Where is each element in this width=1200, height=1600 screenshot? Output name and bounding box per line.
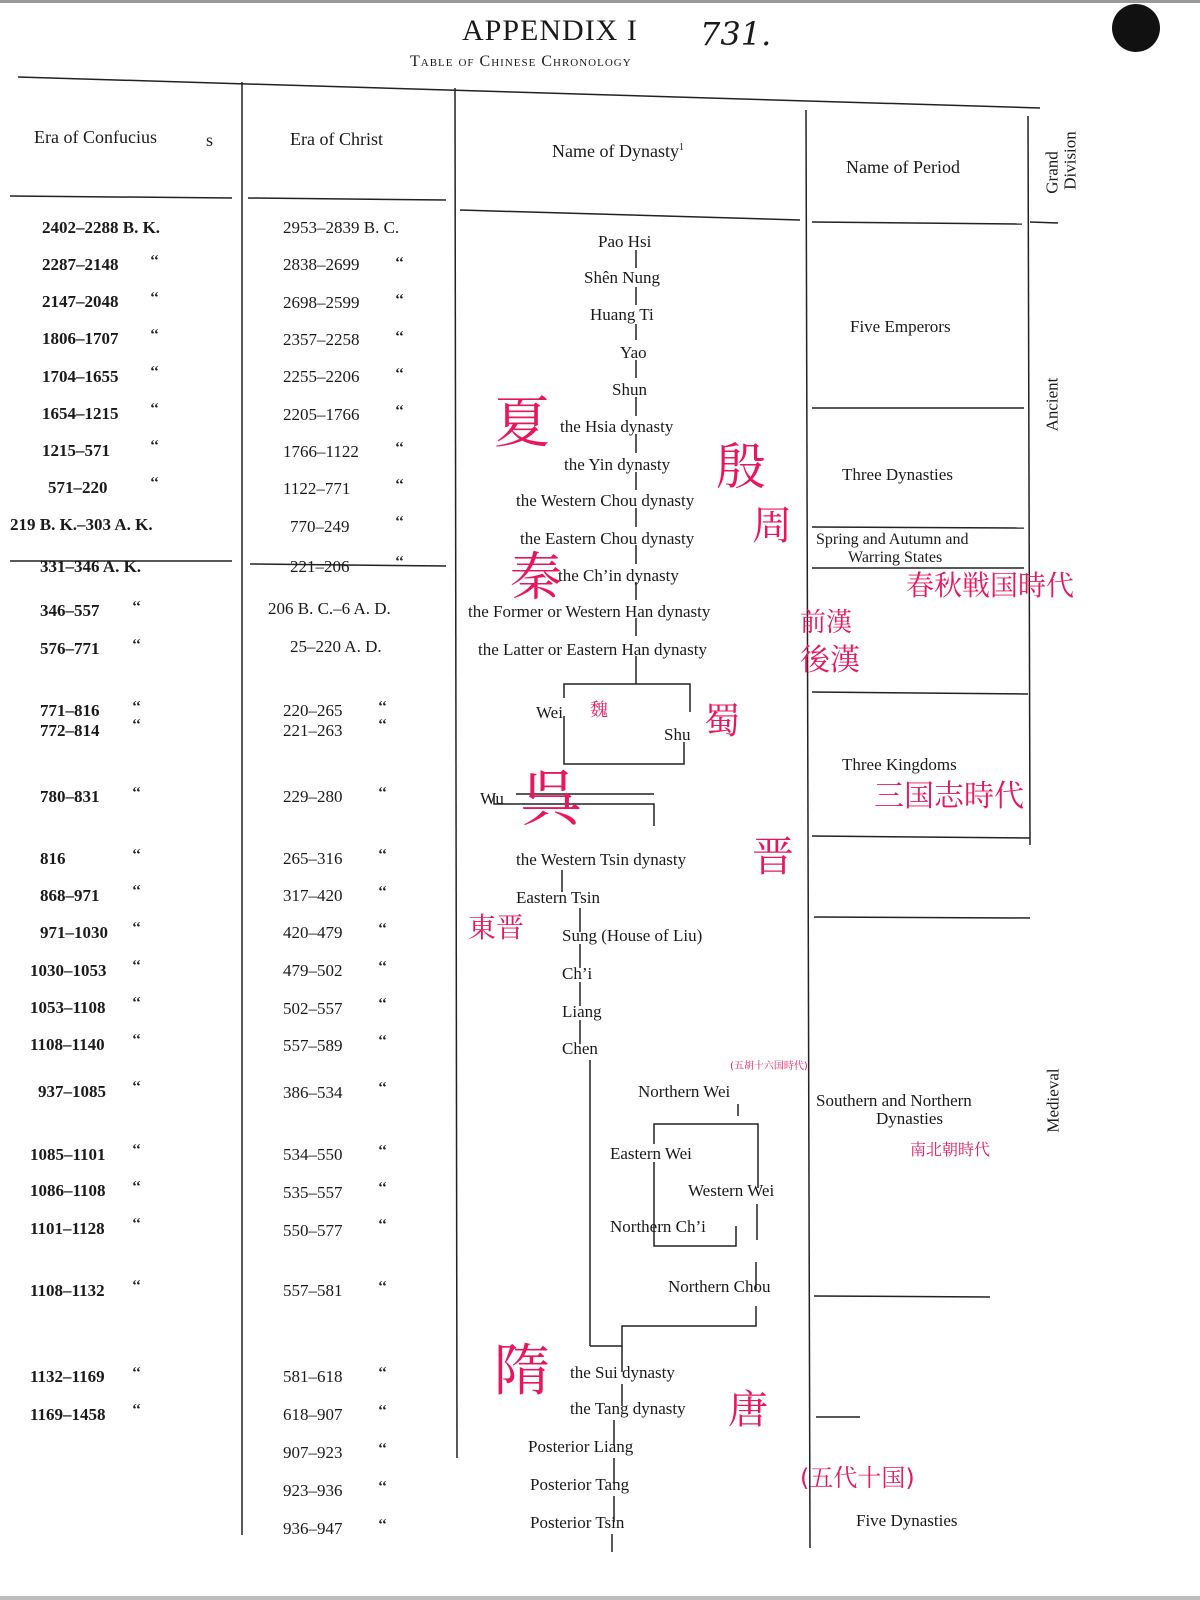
header-rule	[10, 196, 232, 198]
dynasty-name: Posterior Liang	[528, 1437, 634, 1456]
row-christ: 2205–1766	[283, 405, 360, 424]
annotation-jin: 晋	[752, 832, 795, 881]
row-confucius: 576–771	[40, 639, 100, 658]
dynasty-name: Posterior Tsin	[530, 1513, 625, 1532]
row-confucius: 1704–1655	[42, 367, 119, 386]
ditto-mark: ‘‘	[378, 1403, 387, 1419]
ditto-mark: ‘‘	[378, 1479, 387, 1495]
period-three-kingdoms: Three Kingdoms	[842, 755, 957, 774]
row-confucius: 1086–1108	[30, 1181, 106, 1200]
row-christ: 936–947	[283, 1519, 343, 1538]
ditto-mark: ‘‘	[150, 290, 159, 306]
row-confucius: 1806–1707	[42, 329, 119, 348]
annotation-xia: 夏	[494, 391, 550, 456]
row-christ: 1766–1122	[283, 442, 359, 461]
dynasty-name: Northern Ch’i	[610, 1217, 706, 1236]
ditto-mark: ‘‘	[150, 327, 159, 343]
header-rule	[248, 198, 446, 200]
header-rule	[460, 210, 800, 220]
period-southern-northern-2: Dynasties	[876, 1109, 944, 1128]
row-confucius: 2287–2148	[42, 255, 119, 274]
ditto-mark: ‘‘	[395, 366, 404, 382]
row-confucius: 1053–1108	[30, 998, 106, 1017]
header-era-confucius: Era of Confucius	[34, 127, 157, 147]
ditto-mark: ‘‘	[150, 364, 159, 380]
ditto-mark: ‘‘	[395, 292, 404, 308]
dynasty-name: Chen	[562, 1039, 598, 1058]
annotation-qin: 秦	[510, 548, 563, 608]
annotation-shu: 蜀	[704, 701, 741, 742]
ditto-mark: ‘‘	[378, 996, 387, 1012]
ditto-mark: ‘‘	[378, 785, 387, 801]
ditto-mark: ‘‘	[150, 253, 159, 269]
ditto-mark: ‘‘	[378, 884, 387, 900]
dynasty-name: Shên Nung	[584, 268, 661, 287]
dynasty-name: Posterior Tang	[530, 1475, 630, 1494]
ditto-mark: ‘‘	[132, 637, 141, 653]
ditto-mark: ‘‘	[132, 699, 141, 715]
header-rule	[1030, 222, 1058, 223]
dynasty-name: the Sui dynasty	[570, 1363, 675, 1382]
row-confucius: 771–816	[40, 701, 100, 720]
dynasty-name: Sung (House of Liu)	[562, 926, 703, 945]
period-spring-autumn-1: Spring and Autumn and	[816, 531, 969, 548]
row-christ: 618–907	[283, 1405, 343, 1424]
row-confucius: 571–220	[48, 478, 108, 497]
ditto-mark: ‘‘	[132, 599, 141, 615]
header-grand-division-1: Grand	[1042, 151, 1062, 194]
ditto-mark: ‘‘	[378, 1279, 387, 1295]
period-rule	[814, 1296, 990, 1297]
ditto-mark: ‘‘	[132, 958, 141, 974]
row-confucius: 2402–2288 B. K.	[42, 218, 161, 237]
row-christ: 221–263	[283, 721, 343, 740]
dynasty-name: the Yin dynasty	[564, 455, 671, 474]
ditto-mark: ‘‘	[132, 1278, 141, 1294]
row-christ: 420–479	[283, 923, 343, 942]
footnote-marker: 1	[678, 142, 684, 153]
ditto-mark: ‘‘	[378, 1441, 387, 1457]
row-christ: 535–557	[283, 1183, 343, 1202]
ditto-mark: ‘‘	[132, 1179, 141, 1195]
row-christ: 581–618	[283, 1367, 343, 1386]
dynasty-name: Shu	[664, 725, 691, 744]
annotation-sixteen-kingdoms: (五胡十六国時代)	[730, 1061, 808, 1072]
period-southern-northern-1: Southern and Northern	[816, 1091, 972, 1110]
row-confucius: 331–346 A. K.	[40, 557, 142, 576]
appendix-title: APPENDIX I	[462, 14, 638, 47]
dynasty-name: the Former or Western Han dynasty	[468, 602, 711, 621]
row-confucius: 1108–1132	[30, 1281, 105, 1300]
dynasty-name: Eastern Tsin	[516, 888, 600, 907]
period-five-dynasties: Five Dynasties	[856, 1511, 958, 1530]
row-confucius: 816	[40, 849, 66, 868]
ditto-mark: ‘‘	[132, 1365, 141, 1381]
period-spring-autumn-2: Warring States	[848, 549, 943, 566]
row-confucius: 1108–1140	[30, 1035, 105, 1054]
row-christ: 2838–2699	[283, 255, 360, 274]
period-rule	[812, 836, 1030, 838]
row-confucius: 937–1085	[38, 1082, 106, 1101]
row-confucius: 1654–1215	[42, 404, 119, 423]
row-christ: 206 B. C.–6 A. D.	[268, 599, 391, 618]
ditto-mark: ‘‘	[378, 921, 387, 937]
ditto-mark: ‘‘	[378, 847, 387, 863]
dynasty-name: Northern Wei	[638, 1082, 731, 1101]
header-period: Name of Period	[846, 157, 960, 177]
period-rule	[812, 527, 1024, 528]
annotation-spring-autumn: 春秋戦国時代	[906, 569, 1075, 602]
row-christ: 770–249	[290, 517, 350, 536]
handwritten-page-number: 731.	[700, 15, 772, 53]
dynasty-name: the Latter or Eastern Han dynasty	[478, 640, 707, 659]
ditto-mark: ‘‘	[132, 1079, 141, 1095]
row-confucius: 971–1030	[40, 923, 108, 942]
row-confucius: 780–831	[40, 787, 100, 806]
header-grand-division-2: Division	[1060, 131, 1080, 190]
row-christ: 557–589	[283, 1036, 343, 1055]
ditto-mark: ‘‘	[150, 401, 159, 417]
ditto-mark: ‘‘	[132, 1402, 141, 1418]
table-subtitle: Table of Chinese Chronology	[410, 53, 632, 70]
ditto-mark: ‘‘	[378, 1033, 387, 1049]
header-dynasty	[552, 142, 684, 160]
row-confucius: 1101–1128	[30, 1219, 105, 1238]
ditto-mark: ‘‘	[132, 785, 141, 801]
row-christ: 2255–2206	[283, 367, 360, 386]
row-christ: 317–420	[283, 886, 343, 905]
row-christ: 386–534	[283, 1083, 343, 1102]
annotation-zhou: 周	[752, 503, 792, 549]
ditto-mark: ‘‘	[395, 329, 404, 345]
row-christ: 2698–2599	[283, 293, 360, 312]
ditto-mark: ‘‘	[395, 403, 404, 419]
ditto-mark: ‘‘	[132, 1142, 141, 1158]
row-confucius: 346–557	[40, 601, 100, 620]
dynasty-name: the Tang dynasty	[570, 1399, 686, 1418]
dynasty-name: the Ch’in dynasty	[558, 566, 679, 585]
ditto-mark: ‘‘	[132, 717, 141, 733]
dynasty-name: the Eastern Chou dynasty	[520, 529, 695, 548]
row-christ: 550–577	[283, 1221, 343, 1240]
dynasty-name: the Hsia dynasty	[560, 417, 674, 436]
row-confucius: 1215–571	[42, 441, 110, 460]
dynasty-name: Western Wei	[688, 1181, 775, 1200]
ditto-mark: ‘‘	[395, 255, 404, 271]
dynasty-name: Shun	[612, 380, 647, 399]
ditto-mark: ‘‘	[150, 475, 159, 491]
row-confucius: 1030–1053	[30, 961, 107, 980]
ditto-mark: ‘‘	[132, 995, 141, 1011]
row-christ: 2953–2839 B. C.	[283, 218, 400, 237]
ditto-mark: ‘‘	[395, 554, 404, 570]
row-confucius: 2147–2048	[42, 292, 119, 311]
row-christ: 265–316	[283, 849, 343, 868]
ink-dot	[1112, 4, 1160, 52]
ditto-mark: ‘‘	[378, 699, 387, 715]
top-rule	[18, 77, 1040, 108]
dynasty-name: Eastern Wei	[610, 1144, 692, 1163]
dynasty-name: Northern Chou	[668, 1277, 771, 1296]
row-confucius: 868–971	[40, 886, 100, 905]
period-five-emperors: Five Emperors	[850, 317, 951, 336]
annotation-southern-northern: 南北朝時代	[910, 1140, 991, 1159]
ditto-mark: ‘‘	[132, 1216, 141, 1232]
ditto-mark: ‘‘	[132, 883, 141, 899]
annotation-former-han: 前漢	[800, 608, 853, 638]
header-rule	[812, 222, 1022, 224]
annotation-three-kingdoms: 三国志時代	[874, 779, 1024, 814]
ditto-mark: ‘‘	[378, 959, 387, 975]
annotation-eastern-jin: 東晋	[468, 911, 525, 944]
header-stray-mark: s	[206, 130, 214, 150]
row-confucius: 1085–1101	[30, 1145, 106, 1164]
period-rule	[814, 917, 1030, 918]
ditto-mark: ‘‘	[378, 1080, 387, 1096]
row-christ: 221–206	[290, 557, 350, 576]
annotation-sui: 隋	[494, 1339, 550, 1404]
dynasty-name: the Western Tsin dynasty	[516, 850, 687, 869]
dynasty-name: Huang Ti	[590, 305, 654, 324]
grand-division-medieval: Medieval	[1043, 1068, 1063, 1133]
period-three-dynasties: Three Dynasties	[842, 465, 953, 484]
header-era-christ: Era of Christ	[290, 129, 383, 149]
row-confucius: 219 B. K.–303 A. K.	[10, 515, 153, 534]
row-christ: 229–280	[283, 787, 343, 806]
dynasty-name: Yao	[620, 343, 647, 362]
dynasty-name: Wei	[536, 703, 563, 722]
row-christ: 534–550	[283, 1145, 343, 1164]
period-rule	[812, 692, 1028, 694]
row-christ: 907–923	[283, 1443, 343, 1462]
annotation-yin: 殷	[716, 438, 766, 496]
ditto-mark: ‘‘	[378, 1180, 387, 1196]
row-christ: 479–502	[283, 961, 343, 980]
ditto-mark: ‘‘	[395, 514, 404, 530]
ditto-mark: ‘‘	[132, 1032, 141, 1048]
column-rule	[455, 88, 457, 1458]
row-christ: 2357–2258	[283, 330, 360, 349]
row-christ: 1122–771	[283, 479, 351, 498]
header-dynasty-label: Name of Dynasty	[552, 141, 679, 161]
row-confucius: 772–814	[40, 721, 100, 740]
ditto-mark: ‘‘	[132, 920, 141, 936]
grand-division-ancient: Ancient	[1042, 377, 1062, 432]
annotation-five-dynasties-ten: (五代十国)	[800, 1464, 915, 1492]
row-christ: 502–557	[283, 999, 343, 1018]
row-confucius: 1132–1169	[30, 1367, 105, 1386]
dynasty-name: Ch’i	[562, 964, 593, 983]
dynasty-name: the Western Chou dynasty	[516, 491, 695, 510]
ditto-mark: ‘‘	[378, 1217, 387, 1233]
ditto-mark: ‘‘	[378, 1365, 387, 1381]
ditto-mark: ‘‘	[132, 847, 141, 863]
annotation-tang: 唐	[728, 1387, 768, 1433]
ditto-mark: ‘‘	[378, 1143, 387, 1159]
row-christ: 25–220 A. D.	[290, 637, 382, 656]
row-christ: 557–581	[283, 1281, 343, 1300]
row-confucius: 1169–1458	[30, 1405, 106, 1424]
row-christ: 923–936	[283, 1481, 343, 1500]
ditto-mark: ‘‘	[150, 438, 159, 454]
annotation-later-han: 後漢	[800, 643, 860, 678]
annotation-wu: 呉	[520, 762, 583, 835]
dynasty-name: Wu	[480, 789, 504, 808]
row-christ: 220–265	[283, 701, 343, 720]
ditto-mark: ‘‘	[395, 477, 404, 493]
ditto-mark: ‘‘	[378, 717, 387, 733]
ditto-mark: ‘‘	[395, 440, 404, 456]
ditto-mark: ‘‘	[378, 1517, 387, 1533]
dynasty-name: Pao Hsi	[598, 232, 652, 251]
column-rule	[806, 110, 810, 1548]
dynasty-name: Liang	[562, 1002, 602, 1021]
annotation-wei: 魏	[590, 700, 608, 721]
column-rule	[1028, 116, 1030, 845]
